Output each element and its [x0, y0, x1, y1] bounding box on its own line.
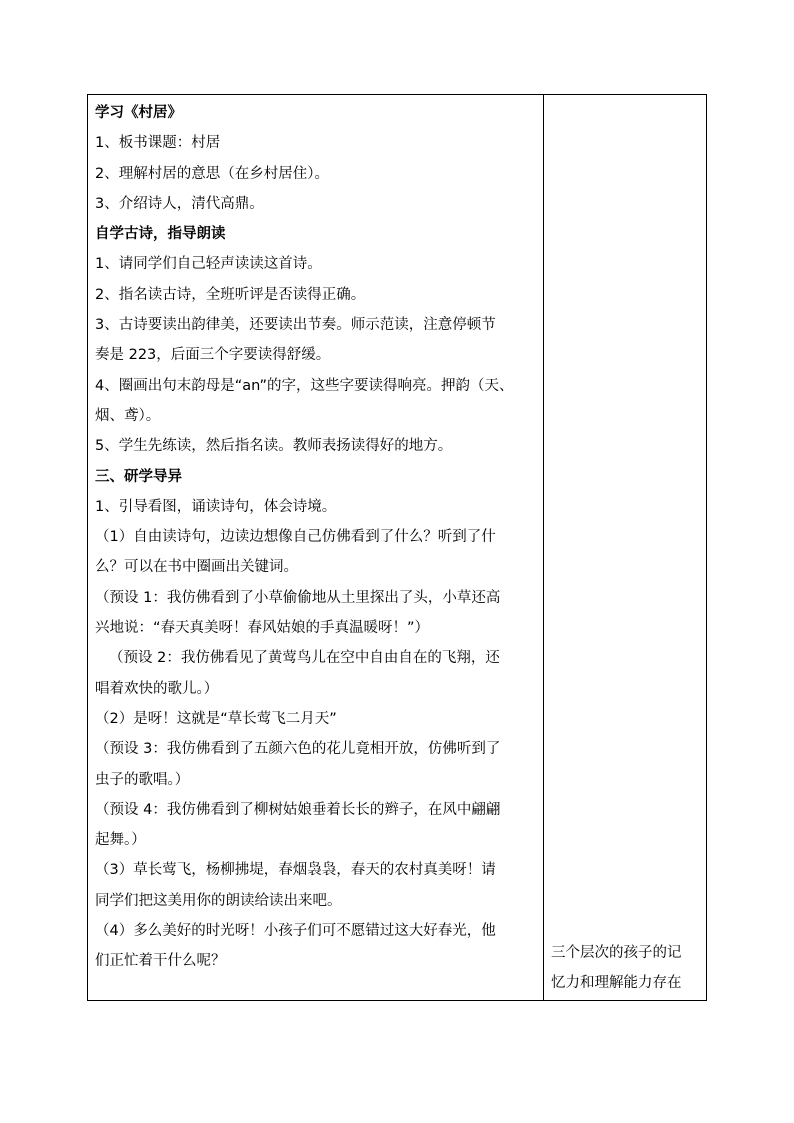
text-line: 同学们把这美用你的朗读给读出来吧。: [95, 892, 342, 909]
text-line: （预设 3：我仿佛看到了五颜六色的花儿竟相开放，仿佛听到了: [95, 741, 501, 758]
text-line: （预设 4：我仿佛看到了柳树姑娘垂着长长的辫子，在风中翩翩: [95, 801, 501, 818]
text-line: （预设 1：我仿佛看到了小草偷偷地从土里探出了头，小草还高: [95, 589, 501, 606]
text-line: 奏是 223，后面三个字要读得舒缓。: [95, 347, 331, 364]
text-line: 3、介绍诗人，清代高鼎。: [95, 195, 264, 212]
lesson-plan-table: [87, 94, 707, 1001]
text-line: 兴地说：“春天真美呀！春风姑娘的手真温暖呀！”）: [95, 620, 430, 637]
text-line: 2、理解村居的意思（在乡村居住）。: [95, 165, 329, 182]
text-line: 5、学生先练读，然后指名读。教师表扬读得好的地方。: [95, 438, 453, 455]
text-line: 唱着欢快的歌儿。）: [95, 680, 219, 697]
section-heading-research: 三、研学导异: [95, 468, 182, 485]
text-line: （预设 2：我仿佛看见了黄莺鸟儿在空中自由自在的飞翔，还: [109, 650, 500, 667]
teaching-process-cell: [88, 95, 543, 1000]
text-line: 1、请同学们自己轻声读读这首诗。: [95, 256, 322, 273]
text-line: 们正忙着干什么呢？: [95, 953, 226, 970]
text-line: 2、指名读古诗，全班听评是否读得正确。: [95, 286, 366, 303]
text-line: （1）自由读诗句，边读边想像自己仿佛看到了什么？听到了什: [95, 529, 496, 546]
text-line: 烟、鸢）。: [95, 407, 161, 424]
section-heading-study: 学习《村居》: [95, 105, 182, 121]
note-line: 忆力和理解能力存在: [551, 975, 682, 992]
text-line: 么？可以在书中圈画出关键词。: [95, 559, 298, 576]
text-line: 1、引导看图，诵读诗句，体会诗境。: [95, 498, 337, 515]
text-line: 3、古诗要读出韵律美，还要读出节奏。师示范读，注意停顿节: [95, 317, 496, 334]
design-notes-text: [551, 938, 706, 999]
text-line: （4）多么美好的时光呀！小孩子们可不愿错过这大好春光，他: [95, 923, 496, 940]
text-line: 4、圈画出句末韵母是“an”的字，这些字要读得响亮。押韵（天、: [95, 377, 514, 394]
design-notes-cell: [544, 95, 706, 1000]
text-line: （2）是呀！这就是“草长莺飞二月天”: [95, 710, 337, 727]
section-heading-self-study: 自学古诗，指导朗读: [95, 226, 226, 243]
text-line: 起舞。）: [95, 832, 146, 849]
text-line: 1、板书课题：村居: [95, 135, 221, 152]
text-line: 虫子的歌唱。）: [95, 771, 190, 788]
text-line: （3）草长莺飞，杨柳拂堤，春烟袅袅，春天的农村真美呀！请: [95, 862, 496, 879]
note-line: 三个层次的孩子的记: [551, 945, 682, 961]
